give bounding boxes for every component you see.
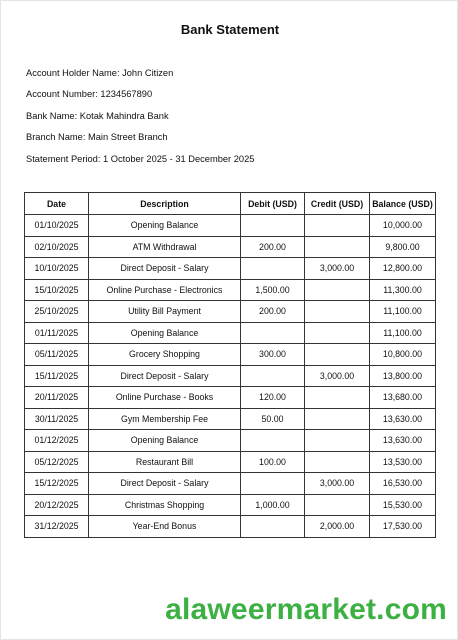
bank-name-line: Bank Name: Kotak Mahindra Bank [26, 111, 169, 121]
cell-description: Direct Deposit - Salary [89, 365, 241, 387]
cell-date: 02/10/2025 [25, 236, 89, 258]
cell-debit [241, 215, 305, 237]
cell-credit [305, 215, 370, 237]
cell-balance: 13,800.00 [370, 365, 436, 387]
cell-description: Year-End Bonus [89, 516, 241, 538]
cell-debit: 200.00 [241, 236, 305, 258]
table-row [25, 344, 436, 366]
cell-debit [241, 473, 305, 495]
table-row [25, 494, 436, 516]
statement-title: Bank Statement [180, 22, 280, 37]
table-header-row [25, 193, 436, 215]
cell-description: Opening Balance [89, 322, 241, 344]
cell-credit [305, 322, 370, 344]
cell-debit: 120.00 [241, 387, 305, 409]
cell-description: Opening Balance [89, 430, 241, 452]
cell-date: 15/10/2025 [25, 279, 89, 301]
cell-balance: 13,630.00 [370, 408, 436, 430]
table-row [25, 516, 436, 538]
cell-date: 01/10/2025 [25, 215, 89, 237]
cell-credit [305, 279, 370, 301]
cell-debit [241, 258, 305, 280]
cell-balance: 13,530.00 [370, 451, 436, 473]
table-row [25, 301, 436, 323]
cell-debit: 200.00 [241, 301, 305, 323]
cell-balance: 13,680.00 [370, 387, 436, 409]
cell-description: Utility Bill Payment [89, 301, 241, 323]
cell-balance: 13,630.00 [370, 430, 436, 452]
cell-credit: 2,000.00 [305, 516, 370, 538]
cell-balance: 17,530.00 [370, 516, 436, 538]
table-row [25, 322, 436, 344]
cell-debit [241, 430, 305, 452]
table-row [25, 430, 436, 452]
cell-credit [305, 301, 370, 323]
cell-debit: 50.00 [241, 408, 305, 430]
table-row [25, 365, 436, 387]
cell-balance: 15,530.00 [370, 494, 436, 516]
cell-balance: 10,800.00 [370, 344, 436, 366]
table-row [25, 473, 436, 495]
cell-description: Christmas Shopping [89, 494, 241, 516]
cell-balance: 11,100.00 [370, 322, 436, 344]
table-row [25, 258, 436, 280]
cell-date: 15/11/2025 [25, 365, 89, 387]
statement-period-line: Statement Period: 1 October 2025 - 31 December 2025 [26, 154, 255, 164]
cell-balance: 12,800.00 [370, 258, 436, 280]
header-balance: Balance (USD) [370, 193, 436, 215]
cell-description: ATM Withdrawal [89, 236, 241, 258]
cell-debit: 1,500.00 [241, 279, 305, 301]
cell-credit: 3,000.00 [305, 473, 370, 495]
header-debit: Debit (USD) [241, 193, 305, 215]
cell-date: 25/10/2025 [25, 301, 89, 323]
header-description: Description [89, 193, 241, 215]
header-credit: Credit (USD) [305, 193, 370, 215]
cell-date: 05/11/2025 [25, 344, 89, 366]
cell-debit [241, 365, 305, 387]
cell-credit [305, 430, 370, 452]
cell-credit: 3,000.00 [305, 258, 370, 280]
cell-date: 31/12/2025 [25, 516, 89, 538]
cell-credit [305, 494, 370, 516]
header-date: Date [25, 193, 89, 215]
cell-description: Gym Membership Fee [89, 408, 241, 430]
cell-description: Grocery Shopping [89, 344, 241, 366]
cell-description: Direct Deposit - Salary [89, 473, 241, 495]
cell-credit [305, 344, 370, 366]
cell-credit: 3,000.00 [305, 365, 370, 387]
cell-credit [305, 236, 370, 258]
cell-description: Online Purchase - Books [89, 387, 241, 409]
cell-date: 10/10/2025 [25, 258, 89, 280]
watermark-text: alaweermarket.com [165, 593, 447, 626]
cell-description: Direct Deposit - Salary [89, 258, 241, 280]
cell-credit [305, 451, 370, 473]
table-row [25, 451, 436, 473]
cell-balance: 11,300.00 [370, 279, 436, 301]
table-row [25, 215, 436, 237]
account-holder-line: Account Holder Name: John Citizen [26, 68, 174, 78]
cell-date: 30/11/2025 [25, 408, 89, 430]
table-row [25, 387, 436, 409]
branch-name-line: Branch Name: Main Street Branch [26, 132, 168, 142]
table-body [25, 215, 436, 538]
cell-balance: 16,530.00 [370, 473, 436, 495]
cell-balance: 11,100.00 [370, 301, 436, 323]
cell-debit [241, 516, 305, 538]
transactions-table [24, 192, 436, 538]
cell-debit [241, 322, 305, 344]
cell-date: 20/11/2025 [25, 387, 89, 409]
cell-date: 15/12/2025 [25, 473, 89, 495]
cell-date: 01/11/2025 [25, 322, 89, 344]
cell-balance: 9,800.00 [370, 236, 436, 258]
table-row [25, 408, 436, 430]
cell-credit [305, 387, 370, 409]
cell-description: Opening Balance [89, 215, 241, 237]
cell-debit: 300.00 [241, 344, 305, 366]
cell-date: 05/12/2025 [25, 451, 89, 473]
cell-balance: 10,000.00 [370, 215, 436, 237]
cell-debit: 1,000.00 [241, 494, 305, 516]
cell-debit: 100.00 [241, 451, 305, 473]
table-row [25, 279, 436, 301]
cell-date: 20/12/2025 [25, 494, 89, 516]
account-number-line: Account Number: 1234567890 [26, 89, 153, 99]
table-row [25, 236, 436, 258]
cell-date: 01/12/2025 [25, 430, 89, 452]
cell-credit [305, 408, 370, 430]
cell-description: Restaurant Bill [89, 451, 241, 473]
cell-description: Online Purchase - Electronics [89, 279, 241, 301]
